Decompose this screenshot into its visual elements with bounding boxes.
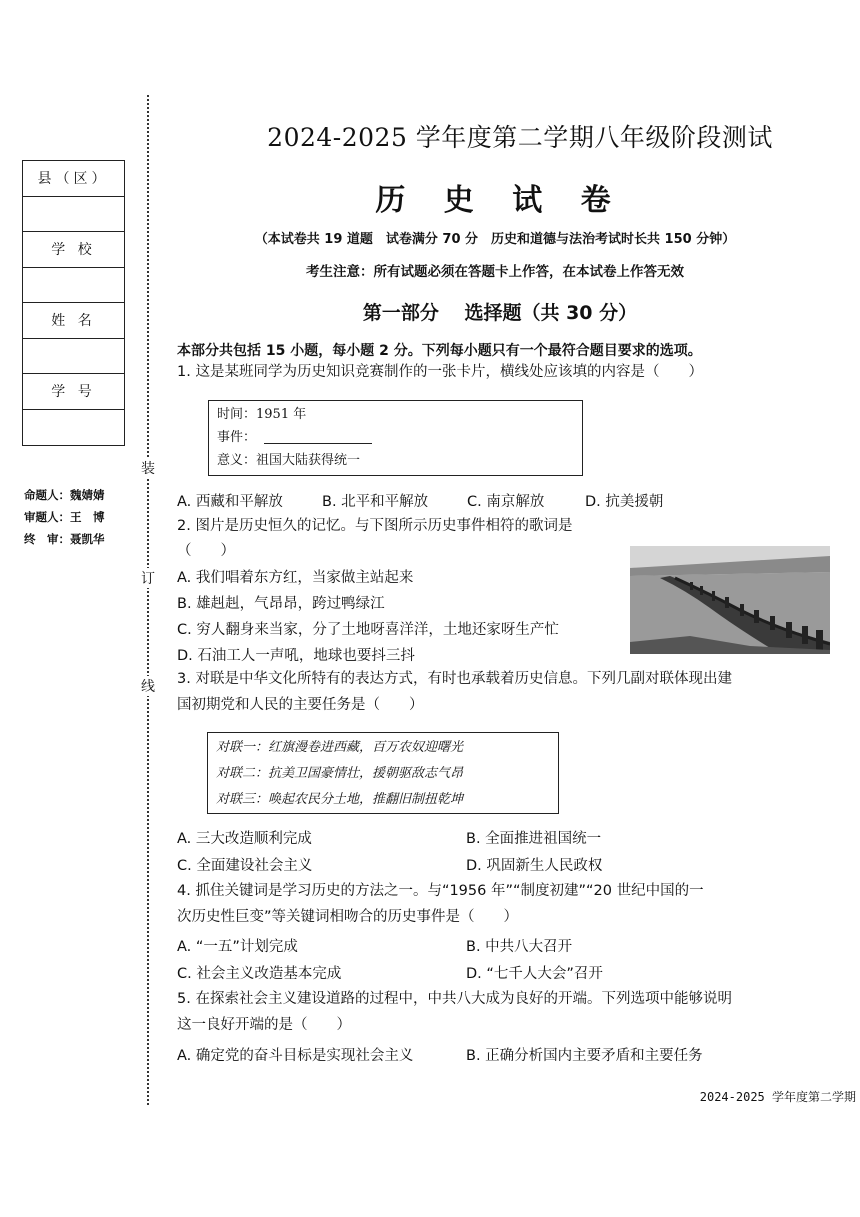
q3-option-c: C. 全面建设社会主义 [177,858,313,874]
q1-card-event: 事件： [217,430,257,445]
q5-stem-line1: 5. 在探索社会主义建设道路的过程中，中共八大成为良好的开端。下列选项中能够说明 [177,991,732,1007]
q3-stem-line2: 国初期党和人民的主要任务是（ ） [177,697,424,713]
student-info-table [22,160,125,446]
q1-card [208,400,583,476]
q2-photo-troops-crossing-bridge [630,546,830,654]
q3-couplets-box [207,732,559,814]
name-label: 姓 名 [23,303,124,339]
reviewer-line: 审题人：王 博 [24,510,105,524]
binding-char-xian: 线 [138,676,158,696]
county-field [23,197,124,233]
q1-card-time: 时间：1951 年 [217,407,307,422]
name-field [23,339,124,375]
county-label: 县（区） [23,161,124,197]
q4-option-a: A. “一五”计划完成 [177,939,298,955]
q3-option-a: A. 三大改造顺利完成 [177,831,312,847]
q4-stem-line2: 次历史性巨变”等关键词相吻合的历史事件是（ ） [177,909,519,925]
student-id-field [23,410,124,446]
q1-card-meaning: 意义：祖国大陆获得统一 [217,453,361,468]
q1-option-a: A. 西藏和平解放 [177,494,283,510]
q4-option-d: D. “七千人大会”召开 [466,966,603,982]
part-one-title: 第一部分 选择题（共 30 分） [362,302,638,324]
q3-option-b: B. 全面推进祖国统一 [466,831,602,847]
q3-couplet-3: 对联三：唤起农民分土地，推翻旧制扭乾坤 [216,792,464,807]
q2-option-a: A. 我们唱着东方红，当家做主站起来 [177,570,414,586]
q1-option-b: B. 北平和平解放 [322,494,429,510]
q3-stem-line1: 3. 对联是中华文化所特有的表达方式，有时也承载着历史信息。下列几副对联体现出建 [177,671,732,687]
binding-char-ding: 订 [138,568,158,588]
exam-info: （本试卷共 19 道题 试卷满分 70 分 历史和道德与法治考试时长共 150 分钟） [254,232,736,247]
q3-option-d: D. 巩固新生人民政权 [466,858,603,874]
author-line: 命题人：魏婧婧 [24,488,105,502]
q1-option-c: C. 南京解放 [467,494,545,510]
q5-option-a: A. 确定党的奋斗目标是实现社会主义 [177,1048,414,1064]
q1-card-event-row [217,426,574,449]
q2-option-c: C. 穷人翻身来当家，分了土地呀喜洋洋，土地还家呀生产忙 [177,622,559,638]
student-id-label: 学 号 [23,374,124,410]
q4-option-c: C. 社会主义改造基本完成 [177,966,342,982]
q2-stem-line1: 2. 图片是历史恒久的记忆。与下图所示历史事件相符的歌词是 [177,518,573,534]
q2-option-d: D. 石油工人一声吼，地球也要抖三抖 [177,648,415,664]
binding-dotted-line [147,95,149,1105]
q3-couplet-1: 对联一：红旗漫卷进西藏，百万农奴迎曙光 [216,740,464,755]
exam-title: 2024-2025 学年度第二学期八年级阶段测试 [267,123,773,152]
school-field [23,268,124,304]
final-review-line: 终 审：聂凯华 [24,532,105,546]
candidate-notice: 考生注意：所有试题必须在答题卡上作答，在本试卷上作答无效 [306,264,684,280]
q4-stem-line1: 4. 抓住关键词是学习历史的方法之一。与“1956 年”“制度初建”“20 世纪中国的一 [177,883,704,899]
subject-title: 历 史 试 卷 [375,183,625,218]
part-one-instruction: 本部分共包括 15 小题，每小题 2 分。下列每小题只有一个最符合题目要求的选项。 [177,343,702,359]
binding-char-zhuang: 装 [138,458,158,478]
q4-option-b: B. 中共八大召开 [466,939,573,955]
q2-stem-line2: （ ） [177,543,235,559]
q2-option-b: B. 雄赳赳，气昂昂，跨过鸭绿江 [177,596,385,612]
q5-option-b: B. 正确分析国内主要矛盾和主要任务 [466,1048,703,1064]
q5-stem-line2: 这一良好开端的是（ ） [177,1017,351,1033]
q1-option-d: D. 抗美援朝 [585,494,664,510]
q1-blank-line [264,431,372,444]
school-label: 学 校 [23,232,124,268]
q1-stem: 1. 这是某班同学为历史知识竞赛制作的一张卡片，横线处应该填的内容是（ ） [177,364,703,380]
page-footer: 2024-2025 学年度第二学期 [699,1090,856,1104]
q3-couplet-2: 对联二：抗美卫国豪情壮，援朝驱敌志气昂 [216,766,464,781]
